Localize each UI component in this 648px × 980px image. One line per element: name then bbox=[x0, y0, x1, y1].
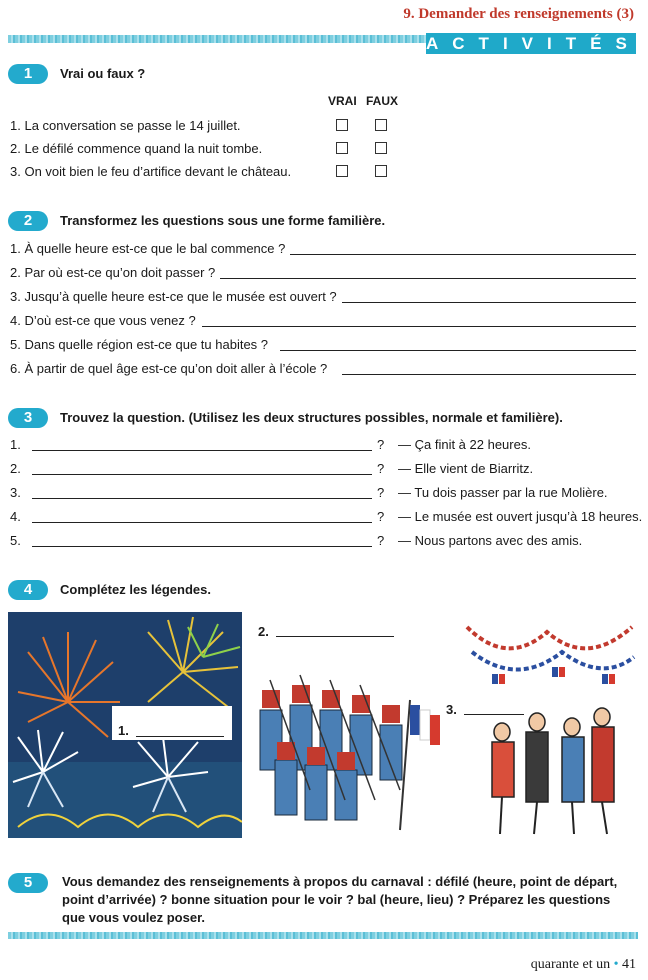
page-number: 41 bbox=[622, 957, 636, 972]
section-4-badge: 4 bbox=[8, 580, 48, 600]
item-number: 1. bbox=[10, 437, 21, 452]
list-item: 3. Jusqu’à quelle heure est-ce que le musée est ouvert ? bbox=[10, 289, 337, 304]
answer-text: — Elle vient de Biarritz. bbox=[398, 461, 534, 476]
section-5-badge: 5 bbox=[8, 873, 48, 893]
vrai-checkbox-3[interactable] bbox=[336, 165, 348, 177]
header-band bbox=[8, 35, 426, 43]
item-number: 2. bbox=[10, 461, 21, 476]
section-5-line-1: Vous demandez des renseignements à propos du carnaval : défilé (heure, point de départ, bbox=[62, 874, 618, 889]
answer-text: — Nous partons avec des amis. bbox=[398, 533, 583, 548]
answer-line[interactable] bbox=[32, 546, 372, 547]
ball-illustration bbox=[462, 612, 638, 838]
section-5-line-2: point d’arrivée) ? bonne situation pour le voir ? bal (heure, lieu) ? Préparez les questions bbox=[62, 892, 611, 907]
item-number: 5. bbox=[10, 533, 21, 548]
vrai-checkbox-1[interactable] bbox=[336, 119, 348, 131]
vrai-checkbox-2[interactable] bbox=[336, 142, 348, 154]
bullet-icon: • bbox=[613, 957, 619, 972]
section-4-title: Complétez les légendes. bbox=[60, 582, 211, 597]
caption-3-line[interactable] bbox=[464, 714, 524, 715]
caption-3-number: 3. bbox=[446, 702, 457, 717]
question-mark: ? bbox=[377, 461, 385, 476]
vrai-header: VRAI bbox=[328, 94, 357, 108]
list-item: 5. Dans quelle région est-ce que tu habites ? bbox=[10, 337, 269, 352]
activites-label: ACTIVITÉS bbox=[426, 34, 641, 53]
section-5-line-3: que vous voulez poser. bbox=[62, 910, 206, 925]
answer-line[interactable] bbox=[32, 522, 372, 523]
question-mark: ? bbox=[377, 533, 385, 548]
answer-line[interactable] bbox=[220, 278, 636, 279]
answer-line[interactable] bbox=[32, 450, 372, 451]
list-item: 1. À quelle heure est-ce que le bal commence ? bbox=[10, 241, 286, 256]
section-1-badge: 1 bbox=[8, 64, 48, 84]
answer-line[interactable] bbox=[342, 374, 636, 375]
section-2-badge: 2 bbox=[8, 211, 48, 231]
parade-illustration bbox=[250, 650, 442, 835]
section-5-instructions bbox=[62, 873, 632, 927]
caption-2-number: 2. bbox=[258, 624, 269, 639]
page-words: quarante et un bbox=[530, 957, 611, 972]
caption-2-line[interactable] bbox=[276, 636, 394, 637]
faux-header: FAUX bbox=[366, 94, 399, 108]
answer-line[interactable] bbox=[32, 498, 372, 499]
list-item: 1. La conversation se passe le 14 juillet. bbox=[10, 118, 241, 133]
answer-line[interactable] bbox=[280, 350, 636, 351]
chapter-title-text: Demander des renseignements (3) bbox=[418, 6, 634, 22]
answer-line[interactable] bbox=[290, 254, 636, 255]
chapter-number: 9. bbox=[403, 6, 415, 22]
list-item: 3. On voit bien le feu d’artifice devant le château. bbox=[10, 164, 292, 179]
question-mark: ? bbox=[377, 485, 385, 500]
list-item: 4. D’où est-ce que vous venez ? bbox=[10, 313, 196, 328]
answer-line[interactable] bbox=[32, 474, 372, 475]
caption-1-number: 1. bbox=[118, 723, 129, 738]
list-item: 2. Le défilé commence quand la nuit tombe. bbox=[10, 141, 263, 156]
section-1-title: Vrai ou faux ? bbox=[60, 66, 146, 81]
chapter-title bbox=[403, 6, 634, 23]
answer-text: — Ça finit à 22 heures. bbox=[398, 437, 531, 452]
footer-band bbox=[8, 932, 638, 939]
caption-1-line[interactable] bbox=[136, 736, 224, 737]
section-2-title: Transformez les questions sous une forme familière. bbox=[60, 213, 386, 228]
question-mark: ? bbox=[377, 509, 385, 524]
item-number: 3. bbox=[10, 485, 21, 500]
faux-checkbox-3[interactable] bbox=[375, 165, 387, 177]
item-number: 4. bbox=[10, 509, 21, 524]
answer-line[interactable] bbox=[202, 326, 636, 327]
answer-line[interactable] bbox=[342, 302, 636, 303]
page-footer bbox=[531, 957, 636, 973]
answer-text: — Le musée est ouvert jusqu’à 18 heures. bbox=[398, 509, 643, 524]
section-3-title: Trouvez la question. (Utilisez les deux structures possibles, normale et familière). bbox=[60, 410, 563, 425]
answer-text: — Tu dois passer par la rue Molière. bbox=[398, 485, 608, 500]
question-mark: ? bbox=[377, 437, 385, 452]
section-3-badge: 3 bbox=[8, 408, 48, 428]
list-item: 2. Par où est-ce qu’on doit passer ? bbox=[10, 265, 216, 280]
faux-checkbox-2[interactable] bbox=[375, 142, 387, 154]
list-item: 6. À partir de quel âge est-ce qu’on doit aller à l’école ? bbox=[10, 361, 328, 376]
faux-checkbox-1[interactable] bbox=[375, 119, 387, 131]
